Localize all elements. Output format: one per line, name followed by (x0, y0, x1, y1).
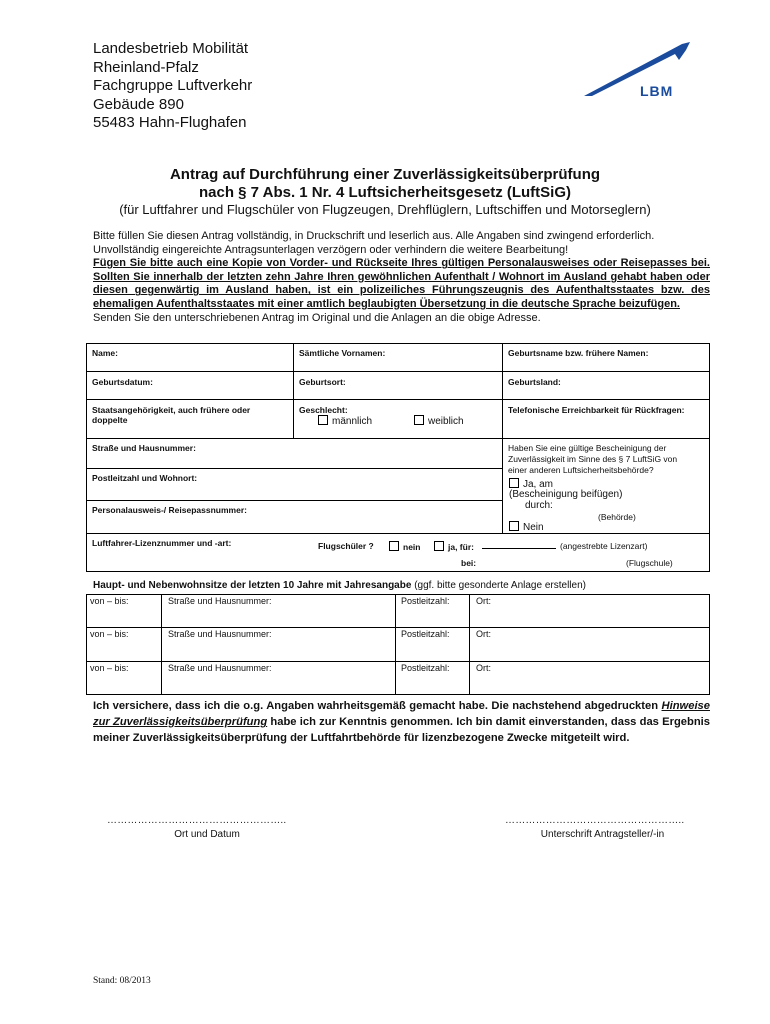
certificate-no-checkbox[interactable] (509, 521, 519, 531)
lbm-logo-text: LBM (640, 83, 674, 99)
signature-label: Unterschrift Antragsteller/-in (540, 829, 665, 840)
birth-name-label: Geburtsname bzw. frühere Namen: (508, 348, 649, 358)
residences-col-divider (161, 594, 162, 695)
place-date-label: Ort und Datum (174, 829, 240, 840)
male-checkbox[interactable] (318, 415, 328, 425)
certificate-yes-checkbox[interactable] (509, 478, 519, 488)
residence-from-to-label: von – bis: (90, 663, 129, 673)
street-label: Straße und Hausnummer: (92, 443, 196, 453)
residences-heading-note: (ggf. bitte gesonderte Anlage erstellen) (414, 580, 586, 591)
residence-city-label: Ort: (476, 596, 491, 606)
residences-row-divider (86, 661, 710, 662)
name-field[interactable] (88, 343, 292, 371)
residences-row-divider (86, 627, 710, 628)
residence-from-to-label: von – bis: (90, 596, 129, 606)
id-number-label: Personalausweis-/ Reisepassnummer: (92, 505, 247, 515)
street-field[interactable] (88, 439, 501, 467)
residence-zip-label: Postleitzahl: (401, 629, 450, 639)
license-type-field[interactable] (482, 548, 556, 549)
lbm-logo-swoosh-icon (582, 40, 692, 102)
sender-line: 55483 Hahn-Flughafen (93, 114, 247, 131)
nationality-label-line2: doppelte (92, 415, 128, 425)
residences-col-divider (469, 594, 470, 695)
form-subtitle: (für Luftfahrer und Flugschüler von Flugzeugen, Drehflüglern, Luftschiffen und Motorseglern) (119, 202, 651, 217)
declaration-part1: Ich versichere, dass ich die o.g. Angaben wahrheitsgemäß gemacht habe. Die nachstehend abgedruckten (93, 700, 662, 712)
declaration-text (93, 698, 710, 746)
sender-line: Gebäude 890 (93, 95, 184, 113)
certificate-question-line3: einer anderen Luftsicherheitsbehörde? (508, 465, 654, 475)
certificate-no-option[interactable] (509, 521, 544, 533)
table-row-divider (86, 533, 710, 534)
sender-line: Fachgruppe Luftverkehr (93, 77, 253, 94)
id-number-field[interactable] (88, 501, 501, 532)
form-version: Stand: 08/2013 (93, 976, 151, 986)
declaration-hint-link: Hinweise zur Zuverlässigkeitsüberprüfung (93, 700, 710, 728)
flight-school-hint: (Flugschule) (626, 558, 673, 568)
first-names-label: Sämtliche Vornamen: (299, 348, 386, 358)
phone-label: Telefonische Erreichbarkeit für Rückfragen: (508, 405, 685, 415)
name-label: Name: (92, 348, 118, 358)
male-label: männlich (332, 416, 373, 427)
residence-street-label: Straße und Hausnummer: (168, 596, 272, 606)
certificate-yes-label: Ja, am (523, 479, 554, 490)
residences-heading-bold: Haupt- und Nebenwohnsitze der letzten 10 Jahre mit Jahresangabe (93, 580, 412, 591)
residences-heading (93, 580, 586, 591)
female-label: weiblich (428, 416, 464, 427)
nationality-label-line1: Staatsangehörigkeit, auch frühere oder (92, 405, 251, 415)
certificate-question-line2: Zuverlässigkeit im Sinne des § 7 LuftSiG von (508, 454, 678, 464)
gender-label: Geschlecht: (299, 405, 348, 415)
birth-date-label: Geburtsdatum: (92, 377, 153, 387)
birth-country-label: Geburtsland: (508, 377, 561, 387)
residence-from-to-label: von – bis: (90, 629, 129, 639)
certificate-by-label: durch: (525, 500, 553, 511)
intro-text (93, 230, 710, 325)
intro-send: Senden Sie den unterschriebenen Antrag im Original und die Anlagen an die obige Adresse. (93, 311, 541, 324)
zip-city-label: Postleitzahl und Wohnort: (92, 473, 198, 483)
residences-table (86, 594, 710, 695)
residence-street-label: Straße und Hausnummer: (168, 629, 272, 639)
student-yes-checkbox[interactable] (434, 541, 444, 551)
gender-female-option[interactable] (414, 415, 464, 427)
birth-place-field[interactable] (295, 372, 501, 399)
residence-street-label: Straße und Hausnummer: (168, 663, 272, 673)
license-label: Luftfahrer-Lizenznummer und -art: (92, 538, 232, 548)
intro-warning: Fügen Sie bitte auch eine Kopie von Vorder- und Rückseite Ihres gültigen Personalausweises oder Reisepasses bei. Sollten Sie innerhalb der letzten zehn Jahre Ihren gewöhnlichen Aufenthalt / Wohnort im Ausland gehabt haben oder diesen gegenwärtig im Ausland haben, ist ein polizeiliches Führungszeugnis des Aufenthaltsstaates bzw. des ehemaligen Aufenthaltsstaates mit einer amtlich beglaubigten Übersetzung in die deutsche Sprache beizufügen. (93, 257, 710, 310)
birth-date-field[interactable] (88, 372, 292, 399)
birth-place-label: Geburtsort: (299, 377, 346, 387)
gender-male-option[interactable] (318, 415, 372, 427)
certificate-no-label: Nein (523, 522, 544, 533)
certificate-attach-note: (Bescheinigung beifügen) (509, 489, 623, 500)
student-yes-label: ja, für: (448, 542, 474, 552)
form-title-line1: Antrag auf Durchführung einer Zuverlässigkeitsüberprüfung (169, 166, 601, 183)
residence-zip-label: Postleitzahl: (401, 663, 450, 673)
residence-city-label: Ort: (476, 663, 491, 673)
first-names-field[interactable] (295, 343, 501, 371)
residence-zip-label: Postleitzahl: (401, 596, 450, 606)
authority-hint: (Behörde) (598, 512, 636, 522)
female-checkbox[interactable] (414, 415, 424, 425)
sender-address (93, 40, 252, 133)
lbm-logo (582, 40, 692, 102)
birth-country-field[interactable] (504, 372, 709, 399)
student-pilot-label: Flugschüler ? (318, 541, 374, 551)
student-no-label: nein (403, 542, 421, 552)
signature-line[interactable]: …………………………………………….. (505, 815, 685, 826)
declaration-part2: habe ich zur Kenntnis genommen. Ich bin damit einverstanden, dass das Ergebnis meiner Zuverlässigkeitsüberprüfung der Luftfahrtbehörde für lizenzbezogene Zwecke mitgeteilt wird. (93, 716, 710, 744)
birth-name-field[interactable] (504, 343, 709, 371)
student-no-checkbox[interactable] (389, 541, 399, 551)
form-title-line2: nach § 7 Abs. 1 Nr. 4 Luftsicherheitsgesetz (LuftSiG) (198, 184, 572, 201)
residences-col-divider (395, 594, 396, 695)
table-col-divider (293, 343, 294, 438)
table-col-divider (502, 343, 503, 533)
zip-city-field[interactable] (88, 469, 501, 499)
intro-instructions: Bitte füllen Sie diesen Antrag vollständig, in Druckschrift und leserlich aus. Alle Angaben sind zwingend erforderlich. Unvollständig eingereichte Antragsunterlagen verzögern oder verhindern die weitere Bearbeitung! (93, 230, 655, 256)
desired-license-hint: (angestrebte Lizenzart) (560, 541, 648, 551)
sender-line: Rheinland-Pfalz (93, 58, 199, 76)
table-row-divider (86, 399, 710, 400)
student-yes-option[interactable] (434, 541, 474, 552)
residence-city-label: Ort: (476, 629, 491, 639)
flight-school-label: bei: (461, 558, 477, 568)
student-no-option[interactable] (389, 541, 420, 552)
place-date-line[interactable]: …………………………………………….. (107, 815, 287, 826)
certificate-question-line1: Haben Sie eine gültige Bescheinigung der (508, 443, 667, 453)
sender-line: Landesbetrieb Mobilität (93, 40, 249, 57)
